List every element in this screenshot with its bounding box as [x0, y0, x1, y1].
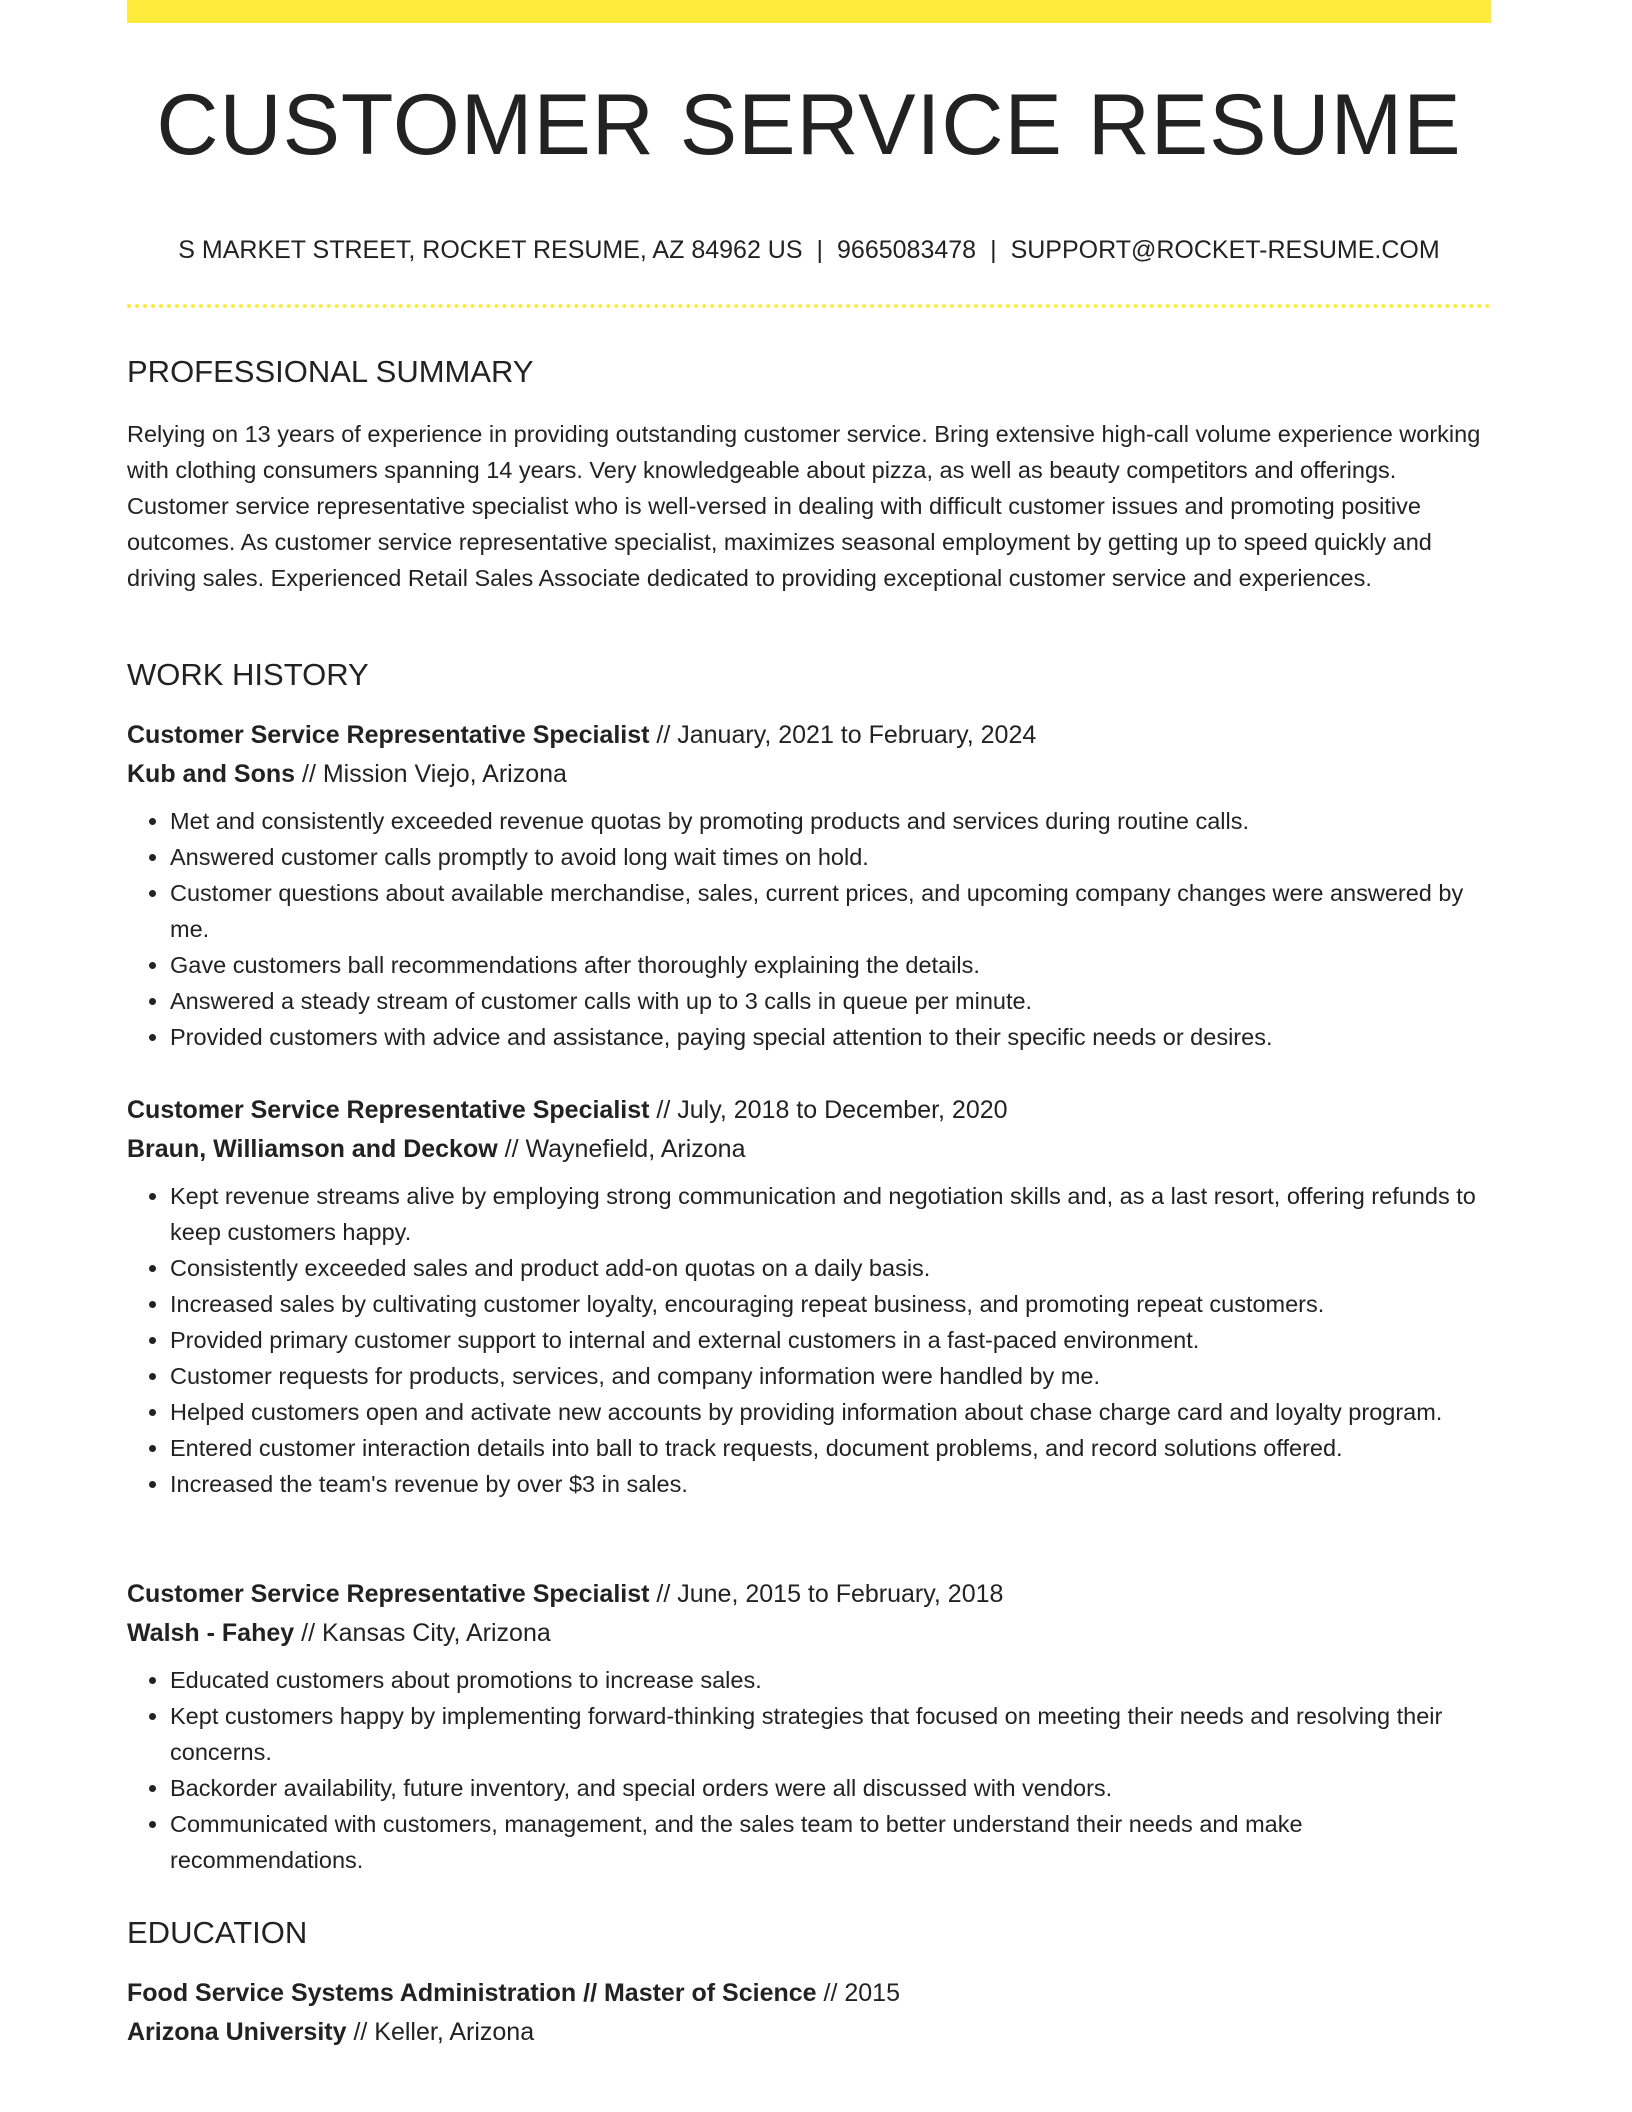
education-entry [127, 1974, 1491, 2052]
job-dates: // July, 2018 to December, 2020 [649, 1096, 1008, 1124]
job-entry [127, 1575, 1491, 1878]
job-company: Braun, Williamson and Deckow [127, 1135, 498, 1163]
job-company-line [127, 755, 1491, 794]
job-bullet: • Provided customers with advice and assistance, paying special attention to their specific needs or desires. [170, 1019, 1491, 1055]
job-company: Kub and Sons [127, 760, 296, 788]
job-bullet: • Kept customers happy by implementing forward-thinking strategies that focused on meeting their needs and resolving their concerns. [170, 1698, 1491, 1770]
education-year: // 2015 [816, 1979, 900, 2007]
contact-line [127, 238, 1491, 263]
job-title-line [127, 1575, 1491, 1614]
education-heading: EDUCATION [127, 1915, 308, 1950]
contact-separator: | [990, 236, 997, 264]
job-bullet: • Customer requests for products, services, and company information were handled by me. [170, 1358, 1491, 1394]
job-bullet: • Communicated with customers, management, and the sales team to better understand their needs and make recommendations. [170, 1806, 1491, 1878]
job-bullet: • Gave customers ball recommendations after thoroughly explaining the details. [170, 947, 1491, 983]
job-location: // Waynefield, Arizona [497, 1135, 746, 1163]
job-dates: // January, 2021 to February, 2024 [649, 721, 1037, 749]
job-location: // Kansas City, Arizona [294, 1619, 551, 1647]
summary-heading: PROFESSIONAL SUMMARY [127, 354, 534, 389]
resume-title: CUSTOMER SERVICE RESUME [156, 77, 1462, 173]
job-bullet: • Increased the team's revenue by over $3 in sales. [170, 1466, 1491, 1502]
job-bullet: • Entered customer interaction details into ball to track requests, document problems, and record solutions offered. [170, 1430, 1491, 1466]
education-degree: Food Service Systems Administration // Master of Science [127, 1979, 817, 2007]
job-company-line [127, 1130, 1491, 1169]
job-title-line [127, 1091, 1491, 1130]
accent-top-bar [127, 0, 1491, 23]
education-location: // Keller, Arizona [346, 2018, 535, 2046]
job-bullet: • Helped customers open and activate new accounts by providing information about chase charge card and loyalty program. [170, 1394, 1491, 1430]
job-bullet: • Consistently exceeded sales and product add-on quotas on a daily basis. [170, 1250, 1491, 1286]
education-degree-line [127, 1974, 1491, 2013]
contact-email: SUPPORT@ROCKET-RESUME.COM [1010, 236, 1440, 264]
job-bullet: • Kept revenue streams alive by employing strong communication and negotiation skills and, as a last resort, offering refunds to keep customers happy. [170, 1178, 1491, 1250]
job-bullet: • Provided primary customer support to internal and external customers in a fast-paced environment. [170, 1322, 1491, 1358]
job-location: // Mission Viejo, Arizona [295, 760, 567, 788]
job-bullet: • Customer questions about available merchandise, sales, current prices, and upcoming company changes were answered by me. [170, 875, 1491, 947]
job-title: Customer Service Representative Specialist [127, 1580, 650, 1608]
job-entry [127, 716, 1491, 1055]
job-bullet: • Met and consistently exceeded revenue quotas by promoting products and services during routine calls. [170, 803, 1491, 839]
job-bullet: • Answered customer calls promptly to avoid long wait times on hold. [170, 839, 1491, 875]
job-bullet: • Educated customers about promotions to increase sales. [170, 1662, 1491, 1698]
education-school: Arizona University [127, 2018, 347, 2046]
dotted-divider [127, 304, 1491, 308]
job-entry [127, 1091, 1491, 1502]
job-bullets [127, 1178, 1491, 1502]
job-bullets [127, 803, 1491, 1055]
job-title: Customer Service Representative Specialist [127, 1096, 650, 1124]
job-company-line [127, 1614, 1491, 1653]
job-bullet: • Backorder availability, future inventory, and special orders were all discussed with vendors. [170, 1770, 1491, 1806]
job-title-line [127, 716, 1491, 755]
job-bullet: • Answered a steady stream of customer calls with up to 3 calls in queue per minute. [170, 983, 1491, 1019]
job-bullet: • Increased sales by cultivating customer loyalty, encouraging repeat business, and promoting repeat customers. [170, 1286, 1491, 1322]
summary-text: Relying on 13 years of experience in providing outstanding customer service. Bring extensive high-call volume experience working with clothing consumers spanning 14 years. Very knowledgeable about pizza, as well as beauty competitors and offerings. Customer service representative specialist who is well-versed in dealing with difficult customer issues and promoting positive outcomes. As customer service representative specialist, maximizes seasonal employment by getting up to speed quickly and driving sales. Experienced Retail Sales Associate dedicated to providing exceptional customer service and experiences. [127, 421, 1481, 591]
work-history-heading: WORK HISTORY [127, 657, 369, 692]
contact-separator: | [816, 236, 824, 264]
job-dates: // June, 2015 to February, 2018 [649, 1580, 1004, 1608]
job-title: Customer Service Representative Specialist [127, 721, 650, 749]
job-bullets [127, 1662, 1491, 1878]
job-company: Walsh - Fahey [127, 1619, 295, 1647]
contact-address: S MARKET STREET, ROCKET RESUME, AZ 84962 US [178, 236, 803, 264]
education-school-line [127, 2013, 1491, 2052]
contact-phone: 9665083478 [837, 236, 977, 264]
